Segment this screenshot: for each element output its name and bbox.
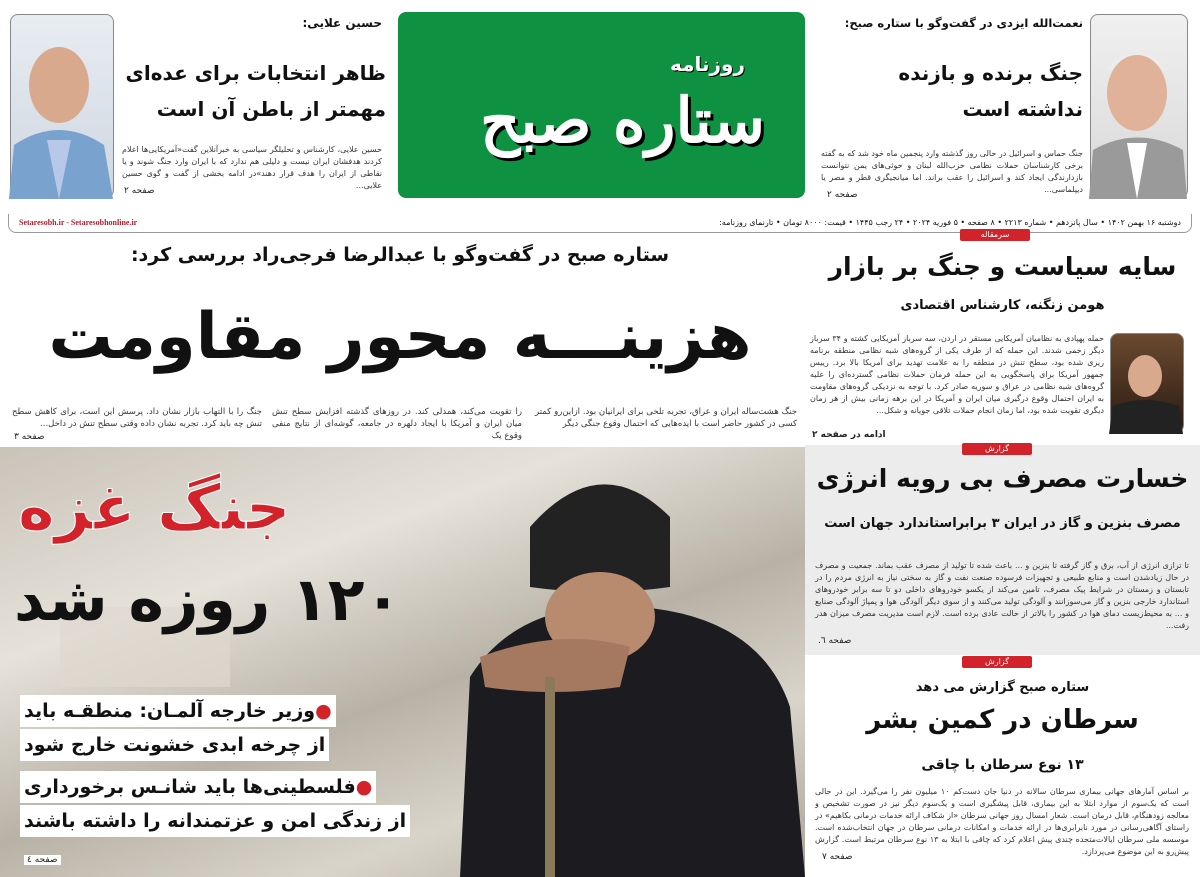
izadi-page-ref[interactable]: صفحه ۲ xyxy=(827,190,858,200)
report1-tag: گزارش xyxy=(962,443,1032,455)
bullet-dot-icon: ● xyxy=(355,776,373,798)
hero-bullet-1 xyxy=(20,695,336,761)
hero-page-ref[interactable]: صفحه ٤ xyxy=(24,855,61,865)
gaza-hero-photo xyxy=(0,447,805,877)
editorial-headline: سایه سیاست و جنگ بر بازار xyxy=(828,252,1177,281)
hero-title-red: جنگ غزه xyxy=(18,471,291,544)
alaei-headline-2: مهمتر از باطن آن است xyxy=(156,97,386,121)
logo-name: ستاره صبح xyxy=(480,84,765,157)
editorial-body: حمله پهپادی به نظامیان آمریکایی مستقر در اردن، سه سرباز آمریکایی کشته و ۳۴ سرباز دیگر زخمی شدند. این حمله که از طرف یکی از گروه‌های شبه نظامی منطقه برنامه ریزی شده بود، سطح تنش در منطقه را به علامت تهدید برای آمریکا بالا برد. رییس جمهور آمریکا برای پاسخگویی به این حمله فرمان حملات نظامی گسترده‌ای را علیه گروه‌های شبه نظامی در عراق و سوریه صادر کرد. با توجه به نزدیکی گروه‌های مقاومت به ایران احتمال وقوع درگیری میان ایران و آمریکا در این برهه زمانی بیش از هر زمان دیگری تقویت شده بود، اما زمان انجام حملات تلاقی جویانه و شکل... xyxy=(810,334,1105,415)
website-links[interactable]: Setaresobh.ir - Setaresobhonline.ir xyxy=(19,218,138,227)
main-column-3: جنگ را با التهاب بازار نشان داد. پرسش این است، برای کاهش سطح تنش چه باید کرد. تجربه نشان داده وقتی سطح تنش در داخل... xyxy=(12,407,262,429)
hero-title-black: ۱۲۰ روزه شد xyxy=(14,565,402,635)
main-column-2: را تقویت می‌کند، همدلی کند. در روزهای گذشته افزایش سطح تنش میان ایران و آمریکا با ایجاد دلهره در جامعه، گوشه‌ای از نتایج منفی وقوع یک xyxy=(272,407,522,441)
izadi-headline-1: جنگ برنده و بازنده xyxy=(898,61,1083,85)
zanganeh-photo xyxy=(1110,333,1184,433)
bullet-2-line-1: ●فلسطینی‌ها باید شانـس برخورداری xyxy=(20,771,376,803)
alaei-photo xyxy=(10,14,114,198)
report1-headline: خسارت مصرف بی رویه انرژی xyxy=(816,464,1189,493)
izadi-photo xyxy=(1090,14,1188,198)
report2-kicker: ستاره صبح گزارش می دهد xyxy=(915,680,1090,695)
editorial-author: هومن زنگنه، کارشناس اقتصادی xyxy=(900,298,1105,313)
alaei-headline-1: ظاهر انتخابات برای عده‌ای xyxy=(125,61,386,85)
report2-headline: سرطان در کمین بشر xyxy=(866,705,1139,735)
logo-small-text: روزنامه xyxy=(670,52,745,76)
alaei-kicker: حسین علایی: xyxy=(302,16,382,30)
alaei-page-ref[interactable]: صفحه ۲ xyxy=(124,186,155,196)
portrait-icon xyxy=(9,15,113,199)
bullet-1-line-2: از چرخه ابدی خشونت خارج شود xyxy=(20,729,329,761)
main-kicker: ستاره صبح در گفت‌وگو با عبدالرضا فرجی‌راد بررسی کرد: xyxy=(130,244,670,266)
main-column-1: جنگ هشت‌ساله ایران و عراق، تجربه تلخی برای ایرانیان بود. ازاین‌رو کمتر کسی در کشور حاضر است با ایده‌هایی که احتمال وقوع جنگی دیگر xyxy=(535,407,797,429)
hero-bullet-2 xyxy=(20,771,410,837)
report2-tag: گزارش xyxy=(962,656,1032,668)
report2-body: بر اساس آمارهای جهانی بیماری سرطان سالانه در دنیا جان دست‌کم ۱۰ میلیون نفر را می‌گیرد. این در حالی است که یک‌سوم از موارد ابتلا به این بیماری، قابل پیشگیری است و یک‌سوم دیگر نیز در صورت تشخیص و معالجه زودهنگام، قابل درمان است. شعار امسال روز جهانی سرطان «از شکاف ارائه خدمات درمانی بکاهیم» در راستای آگاهی‌رسانی در مورد نابرابری‌ها در ارائه خدمات و امکانات درمانی سرطان در جهان انتخاب‌شده است. موسسه ملی سرطان ایالات‌متحده چندی پیش اعلام کرد که چاقی با ابتلا به ۱۳ نوع سرطان مرتبط است. گزارش پیش‌رو به این موضوع می‌پردازد. xyxy=(815,787,1189,856)
report1-body: تا ترازی انرژی از آب، برق و گاز گرفته تا بنزین و ... باعث شده تا تولید از مصرف عقب بماند. جمعیت و مصرف در حال زیادشدن است و منابع طبیعی و تجهیزات فرسوده صنعت نفت و گاز به سختی نیاز به انرژی مردم را در تابستان و زمستان در شرایط پیک مصرف، تامین می‌کند از یکسو خودروهای داخلی دو تا سه برابر خودروهای استاندارد خارجی بنزین و گاز می‌سوزانند و آلودگی تولید می‌کنند و از سوی دیگر آلودگی هوا و پمپاژ آلودگی صنایع و ... به محیط‌زیست دمای هوا در کشور را بالاتر از حالت عادی برده است. لازم است مدیریت مصرف میزان هدر رفت... xyxy=(815,561,1189,630)
main-headline: هزینـــه محور مقاومت xyxy=(48,300,752,374)
report2-page-ref[interactable]: صفحه ۷ xyxy=(822,852,853,862)
portrait-icon xyxy=(1109,334,1183,434)
izadi-headline-2: نداشته است xyxy=(962,97,1083,121)
report1-subhead: مصرف بنزین و گاز در ایران ۳ برابراستاندارد جهان است xyxy=(824,516,1181,531)
newspaper-logo xyxy=(398,12,805,198)
portrait-icon xyxy=(1089,15,1187,199)
report1-page-ref[interactable]: صفحه ٦. xyxy=(818,636,852,646)
main-page-ref[interactable]: صفحه ۳ xyxy=(14,432,45,442)
izadi-kicker: نعمت‌الله ایزدی در گفت‌وگو با ستاره صبح: xyxy=(844,16,1083,30)
bullet-dot-icon: ● xyxy=(315,700,332,722)
editorial-page-ref[interactable]: ادامه در صفحه ۲ xyxy=(812,430,886,440)
bullet-1-line-1: ●وزیر خارجه آلمـان: منطقـه باید xyxy=(20,695,336,727)
bullet-2-line-2: از زندگی امن و عزتمندانه را داشته باشند xyxy=(20,805,410,837)
izadi-body: جنگ حماس و اسرائیل در حالی روز گذشته وارد پنجمین ماه خود شد که به گفته برخی کارشناسان حملات نظامی حزب‌الله لبنان و حوثی‌های یمن نتوانست بازدارندگی ایجاد کند و اسرائیل را عقب براند. اما میانجیگری قطر و مصر یا دیپلماسی... xyxy=(821,149,1083,194)
report2-subhead: ۱۳ نوع سرطان با چاقی xyxy=(921,757,1084,773)
editorial-tag: سرمقاله xyxy=(960,229,1030,241)
alaei-body: حسین علایی، کارشناس و تحلیلگر سیاسی به خبرآنلاین گفت«آمریکایی‌ها اعلام کردند هدفشان ایران نیست و دلیلی هم ندارد که با ایران وارد جنگ شوند و یا نقاطی از ایران را هدف قرار دهند»در ادامه بخشی از گفت و گوی حسین علایی... xyxy=(122,145,382,190)
issue-info: دوشنبه ۱۶ بهمن ۱۴۰۲ • سال پانزدهم • شماره ۲۲۱۳ • ۸ صفحه • ۵ فوریه ۲۰۲۴ • ۲۴ رجب ۱۴۴۵ • قیمت: ۸۰۰۰ تومان • تارنمای روزنامه: xyxy=(719,218,1181,227)
